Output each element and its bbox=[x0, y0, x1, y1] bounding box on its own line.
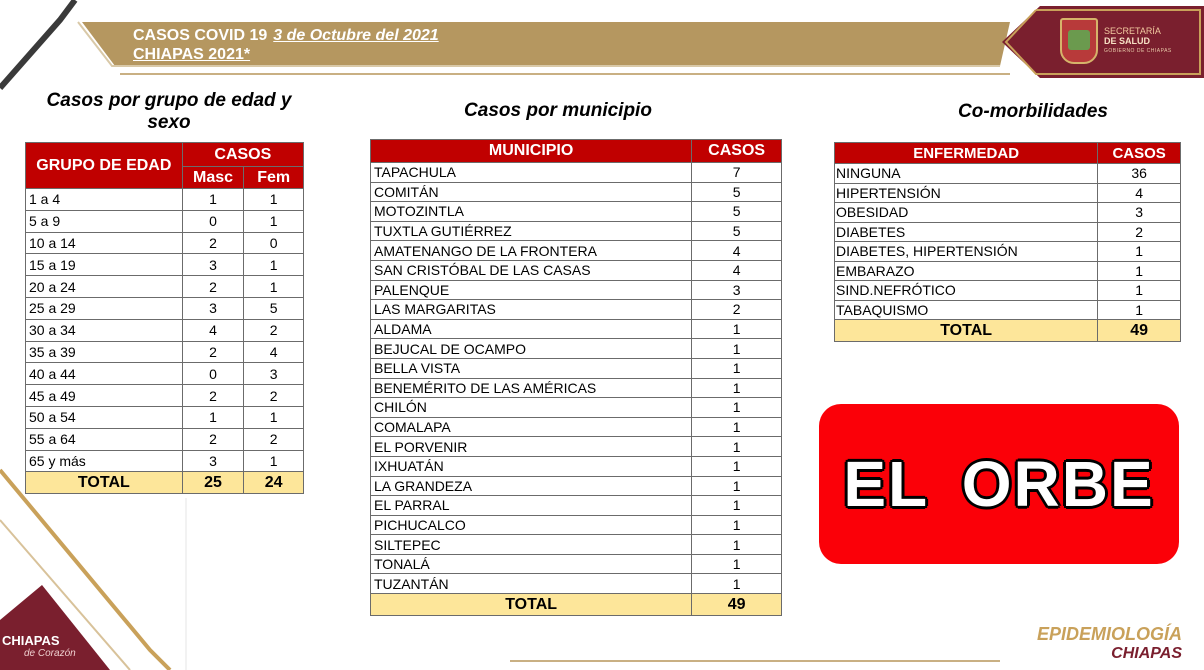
municipio-row bbox=[371, 437, 782, 457]
logo-line-1: SECRETARÍA bbox=[1104, 26, 1161, 36]
municipio-row bbox=[371, 163, 782, 183]
header-date: 3 de Octubre del 2021 bbox=[273, 27, 439, 44]
municipio-row bbox=[371, 339, 782, 359]
municipio-table bbox=[370, 139, 782, 616]
municipio-name-cell: BENEMÉRITO DE LAS AMÉRICAS bbox=[371, 378, 692, 398]
age-group-cell: 20 a 24 bbox=[26, 276, 183, 298]
age-row bbox=[26, 254, 304, 276]
comorb-name-cell: HIPERTENSIÓN bbox=[835, 183, 1098, 203]
comorb-cases-cell: 36 bbox=[1098, 164, 1181, 184]
age-total-masc: 25 bbox=[182, 472, 244, 494]
masc-cell: 0 bbox=[182, 363, 244, 385]
municipio-row bbox=[371, 202, 782, 222]
comorb-row bbox=[835, 242, 1181, 262]
comorb-section-title: Co-morbilidades bbox=[958, 101, 1108, 122]
comorb-cases-cell: 1 bbox=[1098, 281, 1181, 301]
municipio-cases-cell: 5 bbox=[692, 221, 782, 241]
comorb-row bbox=[835, 222, 1181, 242]
municipio-total-label: TOTAL bbox=[371, 594, 692, 616]
comorb-name-cell: SIND.NEFRÓTICO bbox=[835, 281, 1098, 301]
age-group-table bbox=[25, 142, 304, 494]
age-group-cell: 30 a 34 bbox=[26, 319, 183, 341]
masc-cell: 0 bbox=[182, 210, 244, 232]
municipio-cases-cell: 1 bbox=[692, 574, 782, 594]
comorb-total-row bbox=[835, 320, 1181, 342]
comorb-name-cell: DIABETES, HIPERTENSIÓN bbox=[835, 242, 1098, 262]
masc-cell: 3 bbox=[182, 450, 244, 472]
municipio-cases-cell: 1 bbox=[692, 496, 782, 516]
municipio-row bbox=[371, 280, 782, 300]
municipio-section-title: Casos por municipio bbox=[464, 100, 652, 121]
header-subtitle: CHIAPAS 2021* bbox=[133, 46, 251, 63]
comorb-name-cell: NINGUNA bbox=[835, 164, 1098, 184]
age-row bbox=[26, 363, 304, 385]
municipio-name-cell: TONALÁ bbox=[371, 554, 692, 574]
municipio-row bbox=[371, 182, 782, 202]
age-row bbox=[26, 189, 304, 211]
age-section-title bbox=[26, 90, 312, 134]
comorb-cases-cell: 3 bbox=[1098, 203, 1181, 223]
municipio-name-cell: LA GRANDEZA bbox=[371, 476, 692, 496]
municipio-cases-cell: 4 bbox=[692, 260, 782, 280]
comorb-total-label: TOTAL bbox=[835, 320, 1098, 342]
masc-cell: 2 bbox=[182, 232, 244, 254]
age-row bbox=[26, 297, 304, 319]
comorb-name-cell: OBESIDAD bbox=[835, 203, 1098, 223]
comorb-cases-cell: 1 bbox=[1098, 242, 1181, 262]
age-group-cell: 45 a 49 bbox=[26, 385, 183, 407]
masc-cell: 2 bbox=[182, 276, 244, 298]
age-group-cell: 40 a 44 bbox=[26, 363, 183, 385]
municipio-row bbox=[371, 378, 782, 398]
comorb-cases-cell: 4 bbox=[1098, 183, 1181, 203]
municipio-row bbox=[371, 515, 782, 535]
age-total-row bbox=[26, 472, 304, 494]
municipio-cases-header: CASOS bbox=[692, 140, 782, 163]
fem-cell: 2 bbox=[244, 428, 304, 450]
municipio-row bbox=[371, 574, 782, 594]
municipio-cases-cell: 7 bbox=[692, 163, 782, 183]
fem-cell: 1 bbox=[244, 189, 304, 211]
comorb-row bbox=[835, 261, 1181, 281]
comorb-name-cell: TABAQUISMO bbox=[835, 300, 1098, 320]
comorb-cases-cell: 1 bbox=[1098, 261, 1181, 281]
age-group-cell: 65 y más bbox=[26, 450, 183, 472]
comorb-row bbox=[835, 203, 1181, 223]
masc-cell: 2 bbox=[182, 428, 244, 450]
epi-line-1: EPIDEMIOLOGÍA bbox=[1036, 624, 1182, 644]
age-row bbox=[26, 406, 304, 428]
age-row bbox=[26, 385, 304, 407]
municipio-total-value: 49 bbox=[692, 594, 782, 616]
masc-cell: 1 bbox=[182, 406, 244, 428]
municipio-cases-cell: 1 bbox=[692, 535, 782, 555]
epi-line-2: CHIAPAS bbox=[1111, 645, 1182, 662]
age-row bbox=[26, 341, 304, 363]
municipio-row bbox=[371, 358, 782, 378]
municipio-row bbox=[371, 260, 782, 280]
comorbidities-table bbox=[834, 142, 1181, 342]
comorb-row bbox=[835, 164, 1181, 184]
fem-cell: 1 bbox=[244, 276, 304, 298]
comorb-total-value: 49 bbox=[1098, 320, 1181, 342]
masc-cell: 1 bbox=[182, 189, 244, 211]
age-group-header: GRUPO DE EDAD bbox=[26, 143, 183, 189]
municipio-cases-cell: 1 bbox=[692, 476, 782, 496]
chiapas-corazon-logo bbox=[2, 634, 76, 660]
age-row bbox=[26, 232, 304, 254]
municipio-name-cell: MOTOZINTLA bbox=[371, 202, 692, 222]
health-ministry-logo bbox=[1104, 26, 1172, 56]
el-orbe-text: EL ORBE bbox=[843, 448, 1155, 520]
municipio-name-cell: COMALAPA bbox=[371, 417, 692, 437]
municipio-total-row bbox=[371, 594, 782, 616]
municipio-cases-cell: 1 bbox=[692, 319, 782, 339]
municipio-name-cell: EL PORVENIR bbox=[371, 437, 692, 457]
municipio-name-cell: SAN CRISTÓBAL DE LAS CASAS bbox=[371, 260, 692, 280]
municipio-row bbox=[371, 456, 782, 476]
epidemiologia-logo bbox=[996, 624, 1182, 664]
municipio-name-cell: TAPACHULA bbox=[371, 163, 692, 183]
masc-cell: 2 bbox=[182, 385, 244, 407]
age-section-title-line2: sexo bbox=[147, 112, 191, 133]
fem-cell: 1 bbox=[244, 210, 304, 232]
municipio-cases-cell: 1 bbox=[692, 378, 782, 398]
comorb-cases-header: CASOS bbox=[1098, 143, 1181, 164]
cases-header: CASOS bbox=[182, 143, 303, 167]
age-group-cell: 55 a 64 bbox=[26, 428, 183, 450]
municipio-name-cell: TUXTLA GUTIÉRREZ bbox=[371, 221, 692, 241]
age-total-label: TOTAL bbox=[26, 472, 183, 494]
enfermedad-header: ENFERMEDAD bbox=[835, 143, 1098, 164]
masc-header: Masc bbox=[182, 167, 244, 189]
fem-cell: 2 bbox=[244, 319, 304, 341]
el-orbe-watermark bbox=[819, 404, 1179, 564]
comorb-row bbox=[835, 300, 1181, 320]
municipio-name-cell: BELLA VISTA bbox=[371, 358, 692, 378]
municipio-row bbox=[371, 221, 782, 241]
chiapas-logo-line-1: CHIAPAS bbox=[2, 633, 60, 648]
municipio-row bbox=[371, 300, 782, 320]
municipio-cases-cell: 1 bbox=[692, 437, 782, 457]
comorb-cases-cell: 1 bbox=[1098, 300, 1181, 320]
municipio-cases-cell: 1 bbox=[692, 515, 782, 535]
masc-cell: 3 bbox=[182, 297, 244, 319]
municipio-cases-cell: 5 bbox=[692, 202, 782, 222]
municipio-name-cell: AMATENANGO DE LA FRONTERA bbox=[371, 241, 692, 261]
municipio-row bbox=[371, 241, 782, 261]
age-row bbox=[26, 450, 304, 472]
age-group-cell: 25 a 29 bbox=[26, 297, 183, 319]
header-title-block bbox=[133, 26, 439, 64]
age-group-cell: 10 a 14 bbox=[26, 232, 183, 254]
masc-cell: 3 bbox=[182, 254, 244, 276]
logo-line-3: GOBIERNO DE CHIAPAS bbox=[1104, 48, 1172, 54]
age-row bbox=[26, 319, 304, 341]
fem-cell: 1 bbox=[244, 450, 304, 472]
age-group-cell: 50 a 54 bbox=[26, 406, 183, 428]
age-row bbox=[26, 276, 304, 298]
age-group-cell: 15 a 19 bbox=[26, 254, 183, 276]
municipio-name-cell: ALDAMA bbox=[371, 319, 692, 339]
municipio-name-cell: IXHUATÁN bbox=[371, 456, 692, 476]
chiapas-logo-line-2: de Corazón bbox=[24, 648, 76, 659]
header-title: CASOS COVID 19 bbox=[133, 27, 268, 44]
municipio-name-cell: CHILÓN bbox=[371, 398, 692, 418]
age-row bbox=[26, 428, 304, 450]
municipio-cases-cell: 1 bbox=[692, 417, 782, 437]
age-group-cell: 1 a 4 bbox=[26, 189, 183, 211]
fem-cell: 0 bbox=[244, 232, 304, 254]
municipio-row bbox=[371, 319, 782, 339]
age-total-fem: 24 bbox=[244, 472, 304, 494]
fem-cell: 1 bbox=[244, 254, 304, 276]
municipio-name-cell: LAS MARGARITAS bbox=[371, 300, 692, 320]
age-row bbox=[26, 210, 304, 232]
municipio-name-cell: TUZANTÁN bbox=[371, 574, 692, 594]
municipio-name-cell: BEJUCAL DE OCAMPO bbox=[371, 339, 692, 359]
municipio-header: MUNICIPIO bbox=[371, 140, 692, 163]
fem-cell: 2 bbox=[244, 385, 304, 407]
age-group-cell: 35 a 39 bbox=[26, 341, 183, 363]
fem-cell: 5 bbox=[244, 297, 304, 319]
municipio-cases-cell: 2 bbox=[692, 300, 782, 320]
municipio-cases-cell: 3 bbox=[692, 280, 782, 300]
municipio-name-cell: PICHUCALCO bbox=[371, 515, 692, 535]
fem-cell: 1 bbox=[244, 406, 304, 428]
comorb-cases-cell: 2 bbox=[1098, 222, 1181, 242]
municipio-cases-cell: 1 bbox=[692, 358, 782, 378]
municipio-cases-cell: 1 bbox=[692, 398, 782, 418]
municipio-name-cell: COMITÁN bbox=[371, 182, 692, 202]
fem-cell: 3 bbox=[244, 363, 304, 385]
municipio-row bbox=[371, 535, 782, 555]
municipio-cases-cell: 4 bbox=[692, 241, 782, 261]
municipio-name-cell: SILTEPEC bbox=[371, 535, 692, 555]
masc-cell: 4 bbox=[182, 319, 244, 341]
masc-cell: 2 bbox=[182, 341, 244, 363]
municipio-cases-cell: 5 bbox=[692, 182, 782, 202]
municipio-cases-cell: 1 bbox=[692, 339, 782, 359]
municipio-name-cell: EL PARRAL bbox=[371, 496, 692, 516]
municipio-row bbox=[371, 554, 782, 574]
age-group-cell: 5 a 9 bbox=[26, 210, 183, 232]
state-coat-of-arms-icon bbox=[1060, 18, 1098, 64]
comorb-name-cell: DIABETES bbox=[835, 222, 1098, 242]
comorb-row bbox=[835, 281, 1181, 301]
logo-line-2: DE SALUD bbox=[1104, 36, 1151, 46]
municipio-cases-cell: 1 bbox=[692, 456, 782, 476]
fem-cell: 4 bbox=[244, 341, 304, 363]
municipio-row bbox=[371, 417, 782, 437]
comorb-name-cell: EMBARAZO bbox=[835, 261, 1098, 281]
fem-header: Fem bbox=[244, 167, 304, 189]
municipio-row bbox=[371, 398, 782, 418]
age-section-title-line1: Casos por grupo de edad y bbox=[46, 90, 292, 111]
municipio-name-cell: PALENQUE bbox=[371, 280, 692, 300]
comorb-row bbox=[835, 183, 1181, 203]
municipio-cases-cell: 1 bbox=[692, 554, 782, 574]
municipio-row bbox=[371, 476, 782, 496]
municipio-row bbox=[371, 496, 782, 516]
